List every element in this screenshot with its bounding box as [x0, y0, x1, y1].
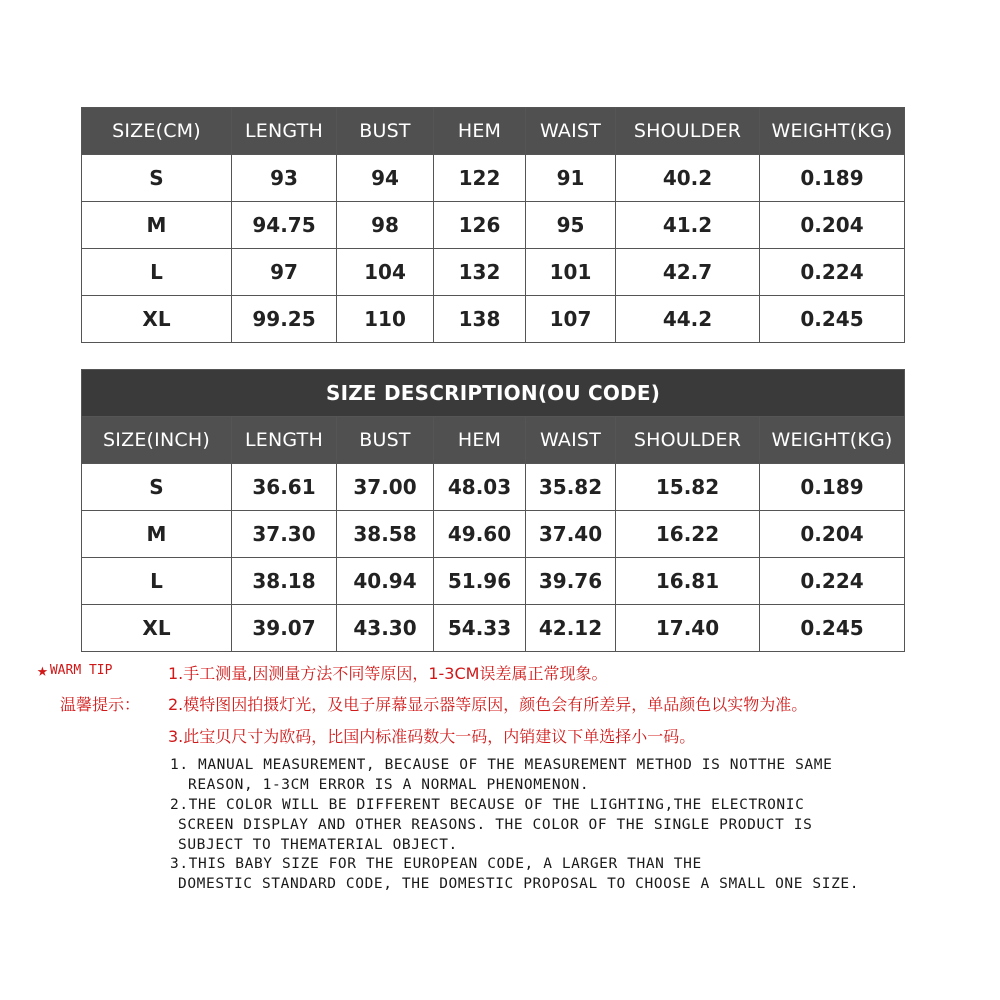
- table-cell: 39.76: [526, 558, 616, 605]
- table-cell: 15.82: [616, 464, 760, 511]
- table-cell: 37.40: [526, 511, 616, 558]
- tip-en-line: SUBJECT TO THEMATERIAL OBJECT.: [178, 837, 458, 853]
- table-row: [82, 296, 905, 343]
- warm-tip-label: [37, 660, 112, 681]
- table-cell: 40.94: [337, 558, 434, 605]
- table-cell: 0.189: [760, 464, 905, 511]
- table-cell: L: [82, 249, 232, 296]
- table-cell: 122: [434, 155, 526, 202]
- table-row: [82, 155, 905, 202]
- table-cell: 0.204: [760, 511, 905, 558]
- table-cell: 36.61: [232, 464, 337, 511]
- column-header: BUST: [337, 108, 434, 155]
- table-cell: 0.224: [760, 558, 905, 605]
- table-cell: 37.30: [232, 511, 337, 558]
- column-header: HEM: [434, 417, 526, 464]
- table-row: [82, 511, 905, 558]
- table-cell: 37.00: [337, 464, 434, 511]
- column-header: WEIGHT(KG): [760, 108, 905, 155]
- tip-en-line: SCREEN DISPLAY AND OTHER REASONS. THE COLOR OF THE SINGLE PRODUCT IS: [178, 817, 813, 833]
- table-cell: 94.75: [232, 202, 337, 249]
- warm-tip-cn-label: 温馨提示：: [60, 695, 141, 714]
- table-cell: 16.22: [616, 511, 760, 558]
- table-cell: 99.25: [232, 296, 337, 343]
- table-cell: 95: [526, 202, 616, 249]
- table-cell: 101: [526, 249, 616, 296]
- table-cell: 54.33: [434, 605, 526, 652]
- column-header: SHOULDER: [616, 108, 760, 155]
- table-row: [82, 464, 905, 511]
- table-cell: L: [82, 558, 232, 605]
- table-cell: 138: [434, 296, 526, 343]
- cm-size-table: [81, 107, 905, 343]
- table-cell: 91: [526, 155, 616, 202]
- column-header: HEM: [434, 108, 526, 155]
- table-cell: S: [82, 155, 232, 202]
- table-cell: 126: [434, 202, 526, 249]
- table-cell: 42.12: [526, 605, 616, 652]
- column-header: BUST: [337, 417, 434, 464]
- table-cell: 0.189: [760, 155, 905, 202]
- tip-cn-line: 2.模特图因拍摄灯光，及电子屏幕显示器等原因，颜色会有所差异，单品颜色以实物为准。: [168, 695, 808, 714]
- table-cell: M: [82, 202, 232, 249]
- star-icon: ★: [37, 660, 48, 681]
- table-cell: 110: [337, 296, 434, 343]
- table-cell: 0.204: [760, 202, 905, 249]
- table-cell: 40.2: [616, 155, 760, 202]
- table-cell: 39.07: [232, 605, 337, 652]
- table-cell: 98: [337, 202, 434, 249]
- table-cell: 0.245: [760, 605, 905, 652]
- table-cell: M: [82, 511, 232, 558]
- tip-cn-line: 3.此宝贝尺寸为欧码，比国内标准码数大一码，内销建议下单选择小一码。: [168, 727, 696, 746]
- table-title-row: [82, 370, 905, 417]
- tip-en-line: 2.THE COLOR WILL BE DIFFERENT BECAUSE OF THE LIGHTING,THE ELECTRONIC: [170, 797, 805, 813]
- tip-en-line: REASON, 1-3CM ERROR IS A NORMAL PHENOMENON.: [188, 777, 590, 793]
- table-cell: 132: [434, 249, 526, 296]
- table-cell: 48.03: [434, 464, 526, 511]
- table-row: [82, 605, 905, 652]
- table-cell: 17.40: [616, 605, 760, 652]
- column-header: WAIST: [526, 108, 616, 155]
- table-cell: 94: [337, 155, 434, 202]
- table-cell: 16.81: [616, 558, 760, 605]
- table-cell: 44.2: [616, 296, 760, 343]
- inch-size-table: [81, 369, 905, 652]
- tip-en-line: DOMESTIC STANDARD CODE, THE DOMESTIC PROPOSAL TO CHOOSE A SMALL ONE SIZE.: [178, 876, 860, 892]
- table-cell: 43.30: [337, 605, 434, 652]
- table-cell: 35.82: [526, 464, 616, 511]
- column-header: SHOULDER: [616, 417, 760, 464]
- table-cell: 104: [337, 249, 434, 296]
- table-cell: 107: [526, 296, 616, 343]
- table-row: [82, 558, 905, 605]
- column-header: SIZE(INCH): [82, 417, 232, 464]
- tip-en-line: 3.THIS BABY SIZE FOR THE EUROPEAN CODE, A LARGER THAN THE: [170, 856, 702, 872]
- tip-cn-line: 1.手工测量,因测量方法不同等原因，1-3CM误差属正常现象。: [168, 664, 608, 683]
- table-cell: 49.60: [434, 511, 526, 558]
- warm-tip-text: WARM TIP: [49, 663, 113, 678]
- table-title: SIZE DESCRIPTION(OU CODE): [82, 370, 905, 417]
- table-row: [82, 202, 905, 249]
- table-header-row: [82, 108, 905, 155]
- table-cell: XL: [82, 605, 232, 652]
- table-cell: 97: [232, 249, 337, 296]
- table-cell: 0.224: [760, 249, 905, 296]
- table-header-row: [82, 417, 905, 464]
- table-cell: 41.2: [616, 202, 760, 249]
- table-cell: 38.58: [337, 511, 434, 558]
- table-cell: 93: [232, 155, 337, 202]
- table-row: [82, 249, 905, 296]
- column-header: SIZE(CM): [82, 108, 232, 155]
- column-header: LENGTH: [232, 417, 337, 464]
- column-header: WAIST: [526, 417, 616, 464]
- table-cell: 51.96: [434, 558, 526, 605]
- table-cell: S: [82, 464, 232, 511]
- table-cell: 42.7: [616, 249, 760, 296]
- tip-en-line: 1. MANUAL MEASUREMENT, BECAUSE OF THE MEASUREMENT METHOD IS NOTTHE SAME: [170, 757, 833, 773]
- column-header: LENGTH: [232, 108, 337, 155]
- table-cell: 0.245: [760, 296, 905, 343]
- table-cell: 38.18: [232, 558, 337, 605]
- column-header: WEIGHT(KG): [760, 417, 905, 464]
- table-cell: XL: [82, 296, 232, 343]
